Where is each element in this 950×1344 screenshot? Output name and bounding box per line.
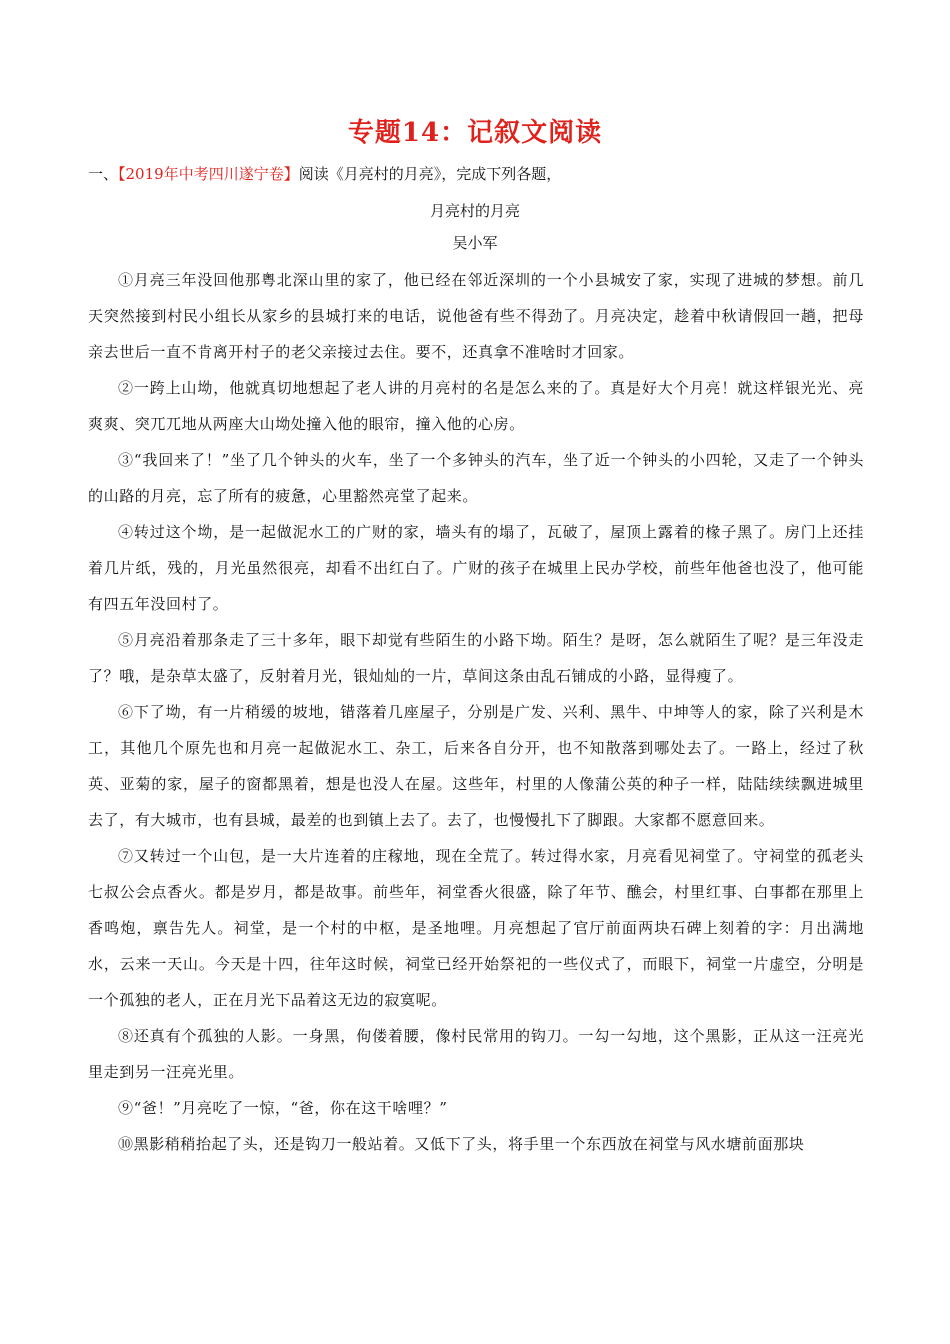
article-paragraph-3: ③“我回来了！”坐了几个钟头的火车，坐了一个多钟头的汽车，坐了近一个钟头的小四轮，又走了一个钟头的山路的月亮，忘了所有的疲惫，心里豁然亮堂了起来。 bbox=[88, 451, 864, 505]
question-number: 一、 bbox=[88, 165, 119, 183]
article-author: 吴小军 bbox=[452, 234, 498, 252]
article-title: 月亮村的月亮 bbox=[429, 202, 520, 220]
article-paragraph-8: ⑧还真有个孤独的人影。一身黑，佝偻着腰，像村民常用的钩刀。一勾一勾地，这个黑影，正从这一汪亮光里走到另一汪亮光里。 bbox=[88, 1027, 864, 1081]
article-body bbox=[88, 262, 864, 1162]
article-paragraph-6: ⑥下了坳，有一片稍缓的坡地，错落着几座屋子，分别是广发、兴利、黑牛、中坤等人的家，除了兴利是木工，其他几个原先也和月亮一起做泥水工、杂工，后来各自分开，也不知散落到哪处去了。一路上，经过了秋英、亚菊的家，屋子的窗都黑着，想是也没人在屋。这些年，村里的人像蒲公英的种子一样，陆陆续续飘进城里去了，有大城市，也有县城，最差的也到镇上去了。去了，也慢慢扎下了脚跟。大家都不愿意回来。 bbox=[88, 703, 864, 829]
question-instruction: 阅读《月亮村的月亮》，完成下列各题， bbox=[298, 165, 562, 183]
article-paragraph-9: ⑨“爸！”月亮吃了一惊，“爸，你在这干啥哩？” bbox=[118, 1099, 448, 1117]
question-source: 【2019年中考四川遂宁卷】 bbox=[118, 165, 299, 183]
article-paragraph-1: ①月亮三年没回他那粤北深山里的家了，他已经在邻近深圳的一个小县城安了家，实现了进城的梦想。前几天突然接到村民小组长从家乡的县城打来的电话，说他爸有些不得劲了。月亮决定，趁着中秋请假回一趟，把母亲去世后一直不肯离开村子的老父亲接过去住。要不，还真拿不准啥时才回家。 bbox=[88, 271, 864, 361]
article-paragraph-4: ④转过这个坳，是一起做泥水工的广财的家，墙头有的塌了，瓦破了，屋顶上露着的椽子黑了。房门上还挂着几片纸，残的，月光虽然很亮，却看不出红白了。广财的孩子在城里上民办学校，前些年他爸也没了，他可能有四五年没回村了。 bbox=[88, 523, 864, 613]
question-heading bbox=[88, 163, 561, 184]
document-title: 专题14：记叙文阅读 bbox=[347, 118, 603, 148]
article-paragraph-10: ⑩黑影稍稍抬起了头，还是钩刀一般站着。又低下了头，将手里一个东西放在祠堂与风水塘前面那块 bbox=[118, 1135, 805, 1153]
article-paragraph-5: ⑤月亮沿着那条走了三十多年，眼下却觉有些陌生的小路下坳。陌生？是呀，怎么就陌生了呢？是三年没走了？哦，是杂草太盛了，反射着月光，银灿灿的一片，草间这条由乱石铺成的小路，显得瘦了。 bbox=[88, 631, 864, 685]
article-paragraph-7: ⑦又转过一个山包，是一大片连着的庄稼地，现在全荒了。转过得水家，月亮看见祠堂了。守祠堂的孤老头七叔公会点香火。都是岁月，都是故事。前些年，祠堂香火很盛，除了年节、醮会，村里红事、白事都在那里上香鸣炮，禀告先人。祠堂，是一个村的中枢，是圣地哩。月亮想起了官厅前面两块石碑上刻着的字：月出满地水，云来一天山。今天是十四，往年这时候，祠堂已经开始祭祀的一些仪式了，而眼下，祠堂一片虚空，分明是一个孤独的老人，正在月光下品着这无边的寂寞呢。 bbox=[88, 847, 864, 1009]
article-paragraph-2: ②一跨上山坳，他就真切地想起了老人讲的月亮村的名是怎么来的了。真是好大个月亮！就这样银光光、亮爽爽、突兀兀地从两座大山坳处撞入他的眼帘，撞入他的心房。 bbox=[88, 379, 864, 433]
